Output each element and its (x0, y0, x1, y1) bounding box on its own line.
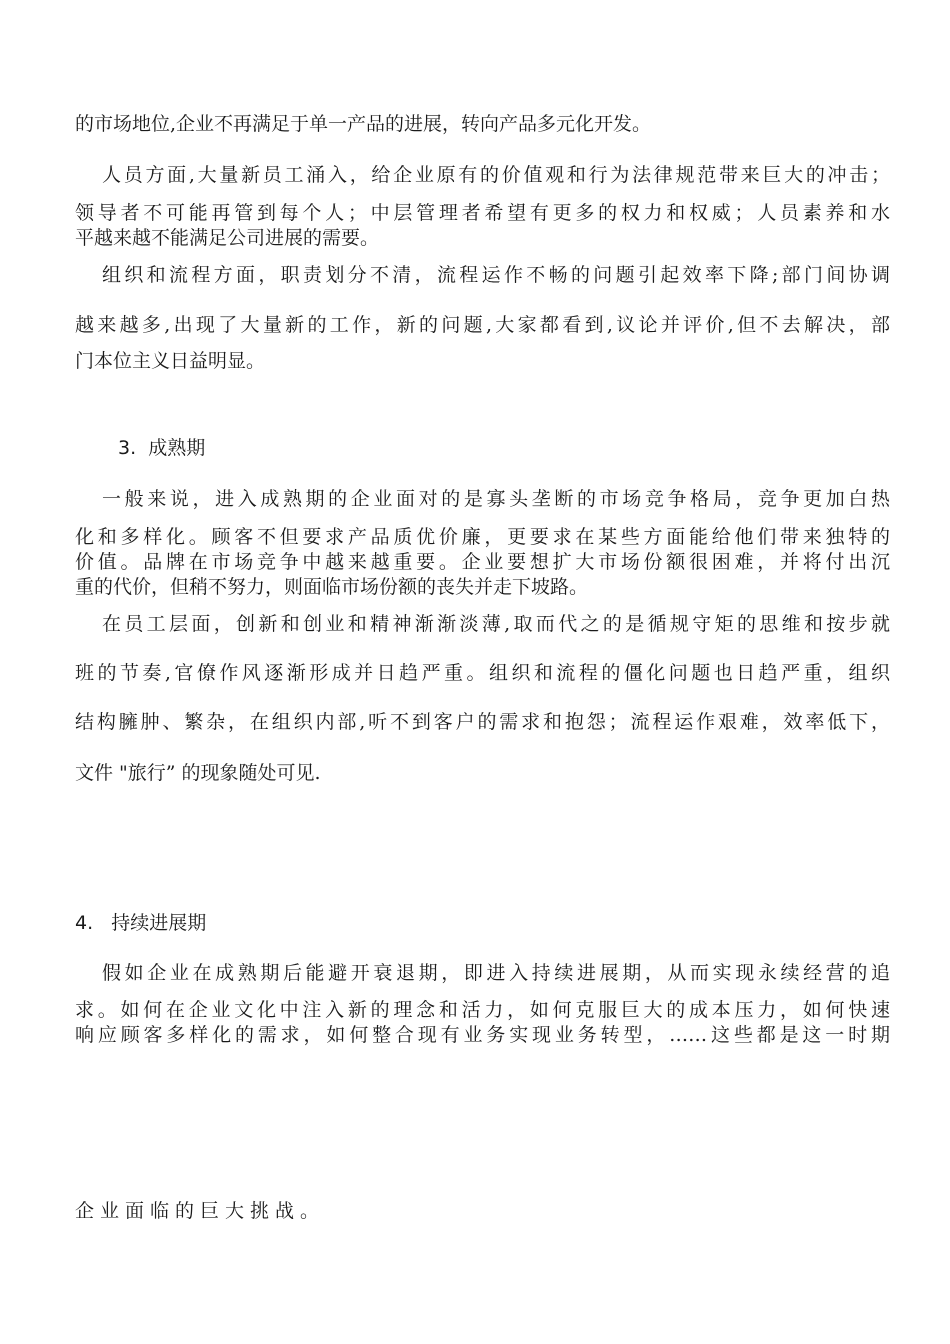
paragraph-2-line-2: 领导者不可能再管到每个人；中层管理者希望有更多的权力和权威；人员素养和水 (75, 202, 890, 224)
paragraph-6-line-4: 企业面临的巨大挑战。 (75, 1200, 326, 1222)
paragraph-2-line-1: 人员方面,大量新员工涌入，给企业原有的价值观和行为法律规范带来巨大的冲击； (102, 164, 890, 186)
section-number: 3. (118, 437, 137, 459)
paragraph-4-line-4: 重的代价，但稍不努力，则面临市场份额的丧失并走下坡路。 (75, 576, 589, 598)
paragraph-4-line-3: 价值。品牌在市场竞争中越来越重要。企业要想扩大市场份额很困难，并将付出沉 (75, 551, 890, 573)
paragraph-4-line-2: 化和多样化。顾客不但要求产品质优价廉，更要求在某些方面能给他们带来独特的 (75, 526, 890, 548)
section-number: 4. (75, 912, 94, 934)
section-title: 成熟期 (148, 437, 206, 459)
paragraph-6-line-2: 求。如何在企业文化中注入新的理念和活力，如何克服巨大的成本压力，如何快速 (75, 999, 890, 1021)
paragraph-6-line-1: 假如企业在成熟期后能避开衰退期，即进入持续进展期，从而实现永续经营的追 (102, 962, 890, 984)
section-title: 持续进展期 (111, 912, 207, 934)
paragraph-1-line-1: 的市场地位,企业不再满足于单一产品的进展，转向产品多元化开发。 (75, 113, 652, 135)
paragraph-5-line-2: 班的节奏,官僚作风逐渐形成并日趋严重。组织和流程的僵化问题也日趋严重，组织 (75, 662, 890, 684)
section-heading-4 (75, 911, 206, 935)
paragraph-5-line-3: 结构臃肿、繁杂，在组织内部,听不到客户的需求和抱怨；流程运作艰难，效率低下， (75, 711, 890, 733)
section-heading-3 (118, 436, 205, 460)
paragraph-5-line-4: 文件 "旅行” 的现象随处可见. (75, 762, 321, 784)
paragraph-3-line-3: 门本位主义日益明显。 (75, 350, 266, 372)
paragraph-4-line-1: 一般来说，进入成熟期的企业面对的是寡头垄断的市场竞争格局，竞争更加白热 (102, 488, 890, 510)
paragraph-5-line-1: 在员工层面，创新和创业和精神渐渐淡薄,取而代之的是循规守矩的思维和按步就 (102, 613, 890, 635)
paragraph-3-line-2: 越来越多,出现了大量新的工作，新的问题,大家都看到,议论并评价,但不去解决，部 (75, 314, 890, 336)
paragraph-6-line-3: 响应顾客多样化的需求，如何整合现有业务实现业务转型，……这些都是这一时期 (75, 1024, 890, 1046)
paragraph-2-line-3: 平越来越不能满足公司进展的需要。 (75, 227, 380, 249)
paragraph-3-line-1: 组织和流程方面，职责划分不清，流程运作不畅的问题引起效率下降;部门间协调 (102, 264, 890, 286)
